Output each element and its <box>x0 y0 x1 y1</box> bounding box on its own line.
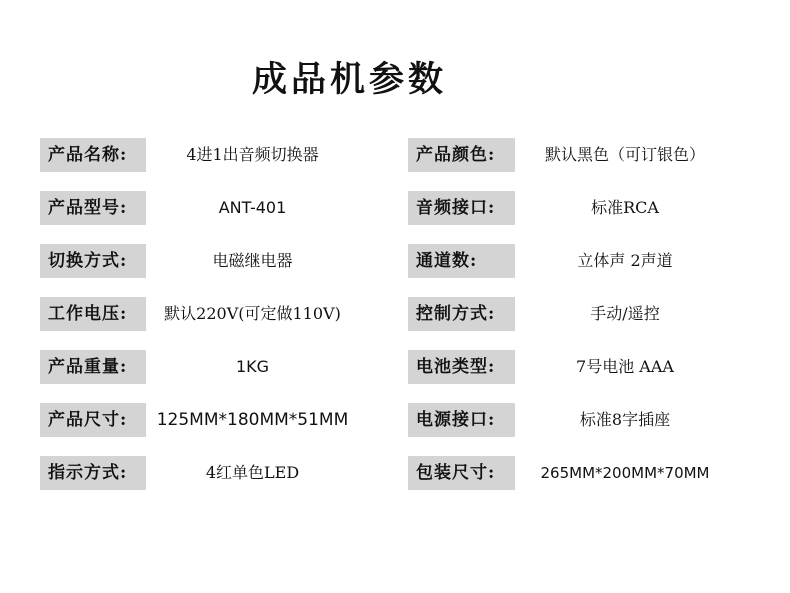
spec-label: 电源接口: <box>408 403 515 437</box>
spec-label: 包装尺寸: <box>408 456 515 490</box>
spec-value: 默认220V(可定做110V) <box>164 304 341 323</box>
spec-label: 产品型号: <box>40 191 146 225</box>
spec-label: 产品尺寸: <box>40 403 146 437</box>
page-title: 成品机参数 <box>252 59 448 100</box>
spec-label: 电池类型: <box>408 350 515 384</box>
spec-value: 265MM*200MM*70MM <box>540 464 710 482</box>
spec-value: 默认黑色（可订银色） <box>544 145 705 164</box>
spec-value: 4红单色LED <box>205 463 300 482</box>
spec-value: 标准8字插座 <box>579 410 671 429</box>
spec-label: 切换方式: <box>40 244 146 278</box>
spec-label: 通道数: <box>408 244 515 278</box>
spec-label: 音频接口: <box>408 191 515 225</box>
spec-label: 工作电压: <box>40 297 146 331</box>
spec-value: 4进1出音频切换器 <box>186 145 319 164</box>
spec-value: ANT-401 <box>218 198 287 217</box>
spec-label: 产品名称: <box>40 138 146 172</box>
spec-value: 电磁继电器 <box>212 251 293 270</box>
spec-label: 产品重量: <box>40 350 146 384</box>
spec-label: 控制方式: <box>408 297 515 331</box>
spec-label: 指示方式: <box>40 456 146 490</box>
spec-label: 产品颜色: <box>408 138 515 172</box>
spec-value: 1KG <box>235 357 270 376</box>
spec-value: 标准RCA <box>591 198 659 217</box>
spec-value: 7号电池 AAA <box>576 357 674 376</box>
spec-value: 125MM*180MM*51MM <box>156 410 349 430</box>
spec-value: 手动/遥控 <box>590 304 660 323</box>
spec-value: 立体声 2声道 <box>577 251 673 270</box>
